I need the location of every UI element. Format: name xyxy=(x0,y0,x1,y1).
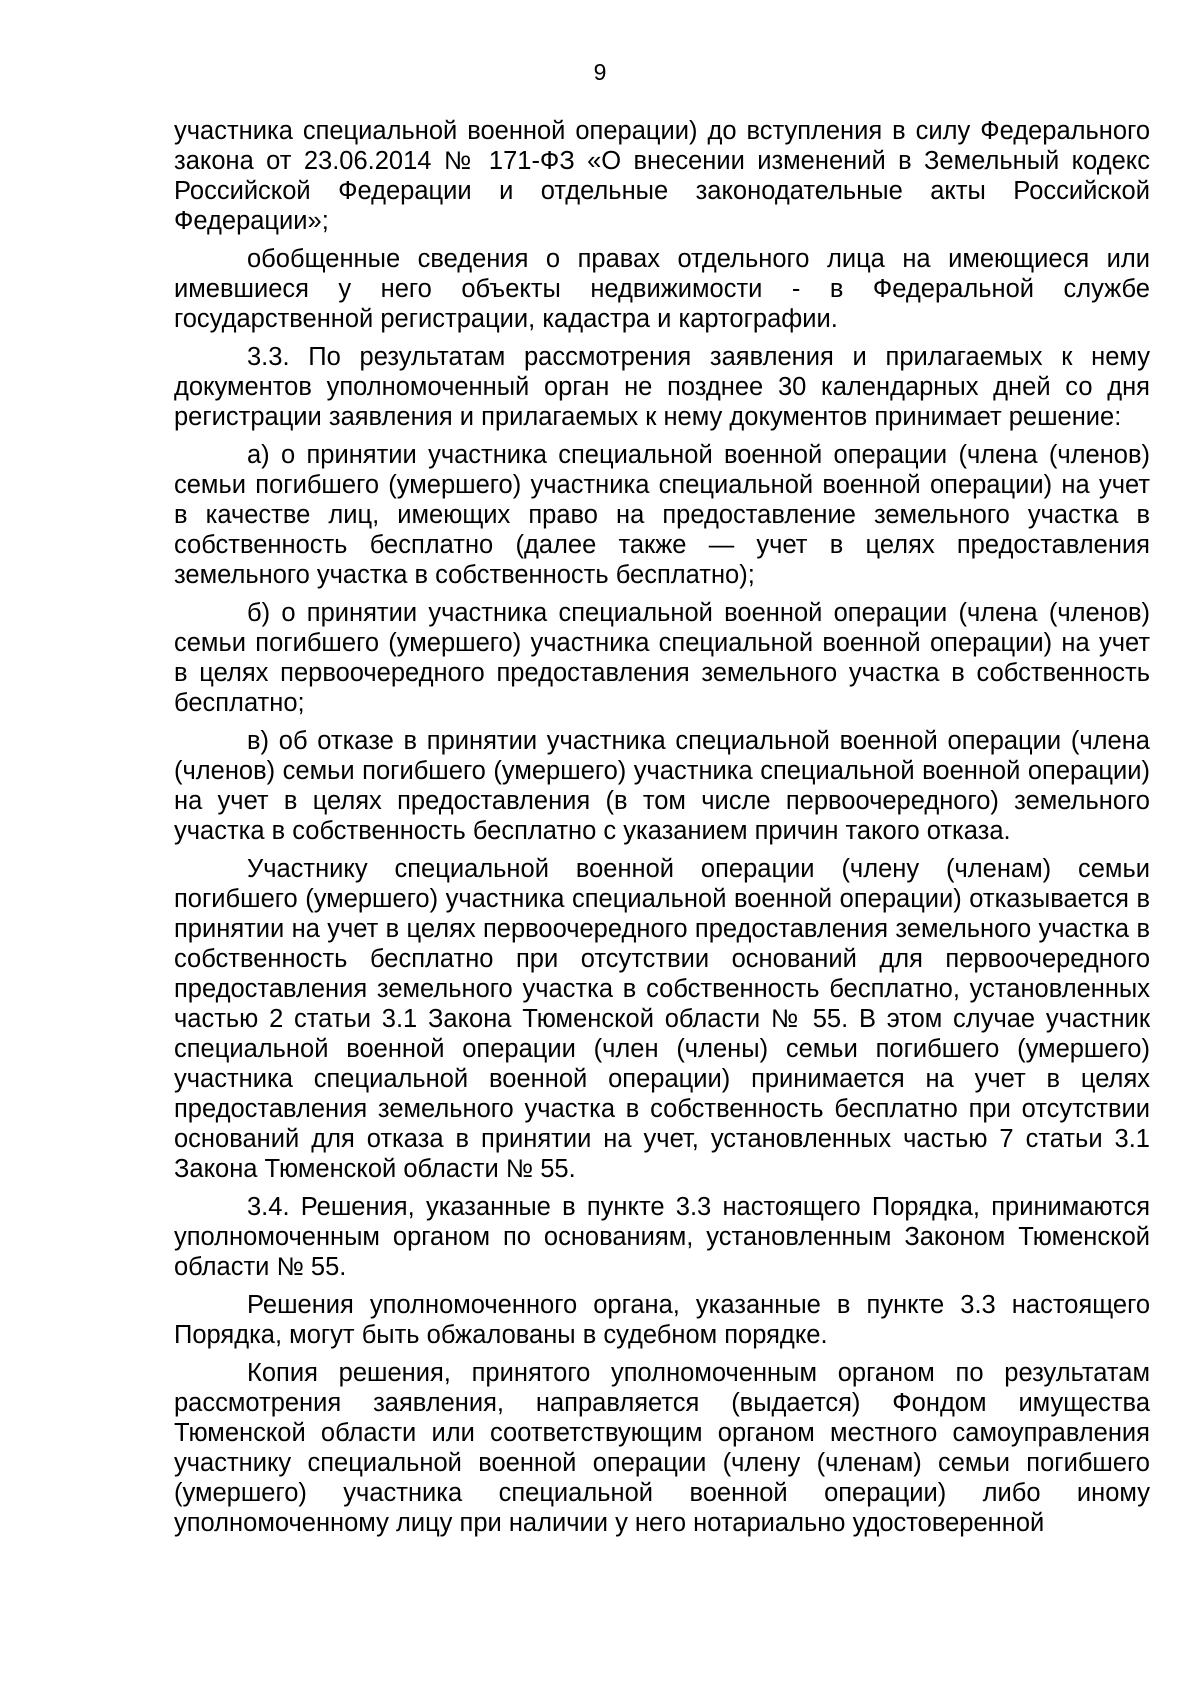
paragraph-continuation: участника специальной военной операции) до вступления в силу Федерального закона от 23.06.2014 № 171-ФЗ «О внесении изменений в Земельный кодекс Российской Федерации и отдельные законодательные акты Российской Федерации»; xyxy=(174,117,1150,235)
document-body xyxy=(174,116,1150,1546)
paragraph-3-3-v: в) об отказе в принятии участника специальной военной операции (члена (членов) семьи погибшего (умершего) участника специальной военной операции) на учет в целях предоставления (в том числе первоочередного) земельного участка в собственность бесплатно с указанием причин такого отказа. xyxy=(174,727,1150,845)
paragraph-3-3: 3.3. По результатам рассмотрения заявления и прилагаемых к нему документов уполномоченный орган не позднее 30 календарных дней со дня регистрации заявления и прилагаемых к нему документов принимает решение: xyxy=(174,343,1150,431)
paragraph-appeal: Решения уполномоченного органа, указанные в пункте 3.3 настоящего Порядка, могут быть обжалованы в судебном порядке. xyxy=(174,1291,1150,1349)
page-number: 9 xyxy=(593,59,607,85)
paragraph-decision-copy: Копия решения, принятого уполномоченным органом по результатам рассмотрения заявления, направляется (выдается) Фондом имущества Тюменской области или соответствующим органом местного самоуправления участнику специальной военной операции (члену (членам) семьи погибшего (умершего) участника специальной военной операции) либо иному уполномоченному лицу при наличии у него нотариально удостоверенной xyxy=(174,1359,1150,1537)
paragraph-3-4: 3.4. Решения, указанные в пункте 3.3 настоящего Порядка, принимаются уполномоченным органом по основаниям, установленным Законом Тюменской области № 55. xyxy=(174,1193,1150,1281)
paragraph-summary-info: обобщенные сведения о правах отдельного лица на имеющиеся или имевшиеся у него объекты недвижимости - в Федеральной службе государственной регистрации, кадастра и картографии. xyxy=(174,245,1150,333)
paragraph-refusal-priority: Участнику специальной военной операции (члену (членам) семьи погибшего (умершего) участника специальной военной операции) отказывается в принятии на учет в целях первоочередного предоставления земельного участка в собственность бесплатно при отсутствии оснований для первоочередного предоставления земельного участка в собственность бесплатно, установленных частью 2 статьи 3.1 Закона Тюменской области № 55. В этом случае участник специальной военной операции (член (члены) семьи погибшего (умершего) участника специальной военной операции) принимается на учет в целях предоставления земельного участка в собственность бесплатно при отсутствии оснований для отказа в принятии на учет, установленных частью 7 статьи 3.1 Закона Тюменской области № 55. xyxy=(174,855,1150,1183)
paragraph-3-3-b: б) о принятии участника специальной военной операции (члена (членов) семьи погибшего (умершего) участника специальной военной операции) на учет в целях первоочередного предоставления земельного участка в собственность бесплатно; xyxy=(174,599,1150,717)
paragraph-3-3-a: а) о принятии участника специальной военной операции (члена (членов) семьи погибшего (умершего) участника специальной военной операции) на учет в качестве лиц, имеющих право на предоставление земельного участка в собственность бесплатно (далее также — учет в целях предоставления земельного участка в собственность бесплатно); xyxy=(174,441,1150,589)
